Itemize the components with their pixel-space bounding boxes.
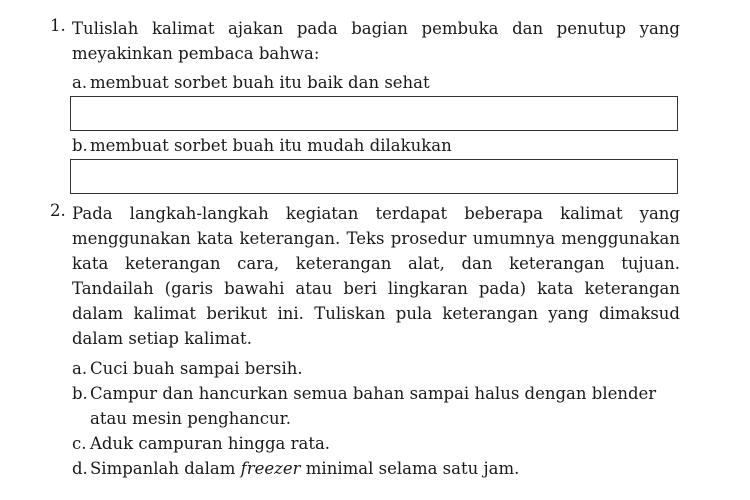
item-letter: b. [72, 136, 88, 155]
question-2-item-d [72, 456, 682, 481]
item-text: Aduk campuran hingga rata. [90, 434, 331, 453]
item-letter: b. [72, 384, 88, 403]
answer-box-1b[interactable] [70, 159, 678, 194]
item-text-line-1: Campur dan hancurkan semua bahan sampai halus dengan blender [90, 384, 657, 403]
question-2-text: Pada langkah-langkah kegiatan terdapat beberapa kalimat yang menggunakan kata keterangan. Teks prosedur umumnya menggunakan kata keterangan cara, keterangan alat, dan keterangan tujuan. Tandailah (garis bawahi atau beri lingkaran pada) kata keterangan dalam kalimat berikut ini. Tuliskan pula keterangan yang dimaksud dalam setiap kalimat. [72, 204, 680, 348]
item-text-emphasis: freezer [240, 459, 301, 478]
item-text: Cuci buah sampai bersih. [90, 359, 303, 378]
question-2 [50, 201, 680, 351]
item-text-post: minimal selama satu jam. [300, 459, 520, 478]
item-letter: a. [72, 359, 88, 378]
question-2-number: 2. [50, 201, 66, 220]
question-1-item-b [72, 133, 682, 158]
question-1-number: 1. [50, 16, 66, 35]
item-letter: a. [72, 73, 88, 92]
item-text: membuat sorbet buah itu baik dan sehat [90, 73, 430, 92]
item-text: membuat sorbet buah itu mudah dilakukan [90, 136, 452, 155]
question-1 [50, 16, 680, 66]
item-letter: d. [72, 459, 88, 478]
question-2-item-a [72, 356, 682, 381]
answer-box-1a[interactable] [70, 96, 678, 131]
item-text-pre: Simpanlah dalam [90, 459, 241, 478]
question-2-item-b [72, 381, 682, 431]
item-text-line-2: atau mesin penghancur. [90, 409, 291, 428]
item-letter: c. [72, 434, 87, 453]
question-1-item-a [72, 70, 682, 95]
question-2-item-c [72, 431, 682, 456]
question-1-text: Tulislah kalimat ajakan pada bagian pembuka dan penutup yang meyakinkan pembaca bahwa: [72, 19, 680, 63]
